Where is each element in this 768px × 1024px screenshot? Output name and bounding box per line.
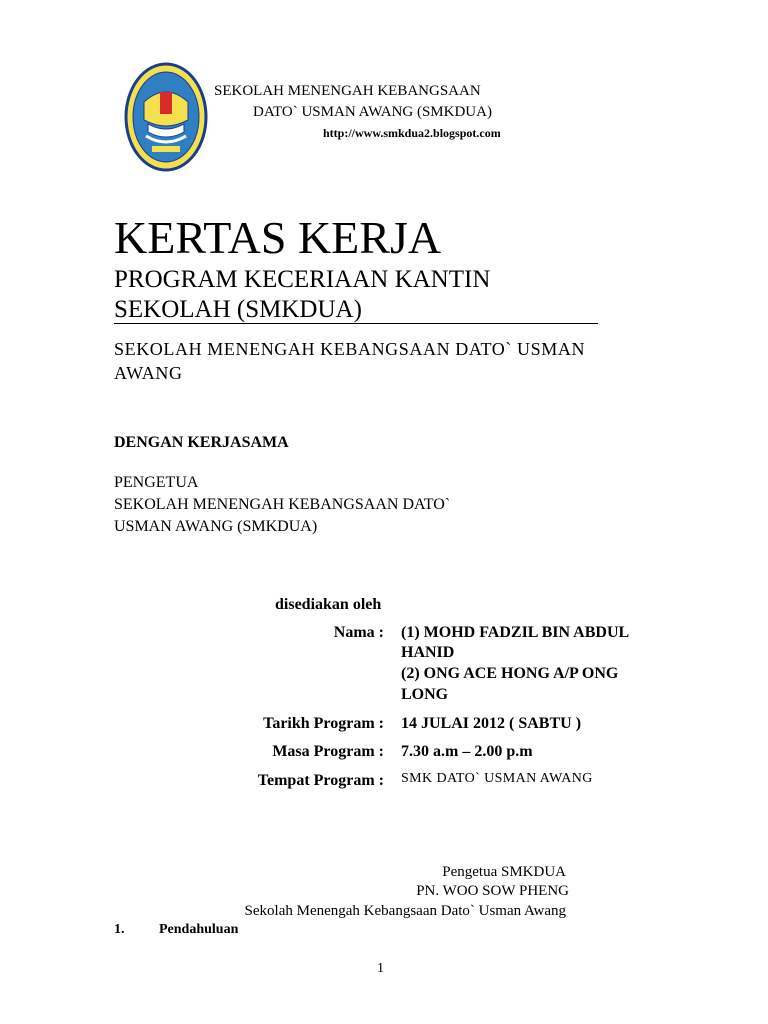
name2-line2: LONG [401, 686, 449, 703]
signature-school: Sekolah Menengah Kebangsaan Dato` Usman Awang [244, 903, 566, 919]
section-number: 1. [114, 922, 125, 937]
document-title: KERTAS KERJA [114, 212, 442, 263]
page-number: 1 [377, 961, 384, 976]
time-label: Masa Program : [272, 743, 384, 760]
collaboration-role: PENGETUA [114, 474, 199, 491]
place-label: Tempat Program : [257, 772, 384, 789]
school-full-name-line2: AWANG [114, 363, 183, 383]
name-label: Nama : [333, 624, 384, 641]
letterhead-school-line2: DATO` USMAN AWANG (SMKDUA) [253, 104, 492, 120]
document-subtitle-line2: SEKOLAH (SMKDUA) [114, 296, 362, 323]
title-divider [114, 323, 598, 324]
collaboration-school-line1: SEKOLAH MENENGAH KEBANGSAAN DATO` [114, 496, 451, 513]
date-value: 14 JULAI 2012 ( SABTU ) [401, 715, 582, 732]
name2-line1: (2) ONG ACE HONG A/P ONG [401, 665, 619, 682]
document-subtitle-line1: PROGRAM KECERIAAN KANTIN [114, 266, 491, 293]
school-full-name-line1: SEKOLAH MENENGAH KEBANGSAAN DATO` USMAN [114, 339, 586, 359]
date-label: Tarikh Program : [263, 715, 384, 732]
school-crest-icon [124, 62, 208, 172]
collaboration-school-line2: USMAN AWANG (SMKDUA) [114, 518, 318, 535]
place-value: SMK DATO` USMAN AWANG [401, 771, 593, 786]
name1-line2: HANID [401, 644, 455, 661]
letterhead-school-line1: SEKOLAH MENENGAH KEBANGSAAN [214, 83, 481, 99]
signature-name: PN. WOO SOW PHENG [416, 883, 569, 899]
prepared-by-label: disediakan oleh [275, 596, 382, 613]
signature-title: Pengetua SMKDUA [442, 864, 566, 880]
section-title: Pendahuluan [159, 922, 239, 937]
time-value: 7.30 a.m – 2.00 p.m [401, 743, 533, 760]
name1-line1: (1) MOHD FADZIL BIN ABDUL [401, 624, 630, 641]
letterhead-url[interactable]: http://www.smkdua2.blogspot.com [323, 126, 501, 140]
collaboration-heading: DENGAN KERJASAMA [114, 434, 289, 451]
